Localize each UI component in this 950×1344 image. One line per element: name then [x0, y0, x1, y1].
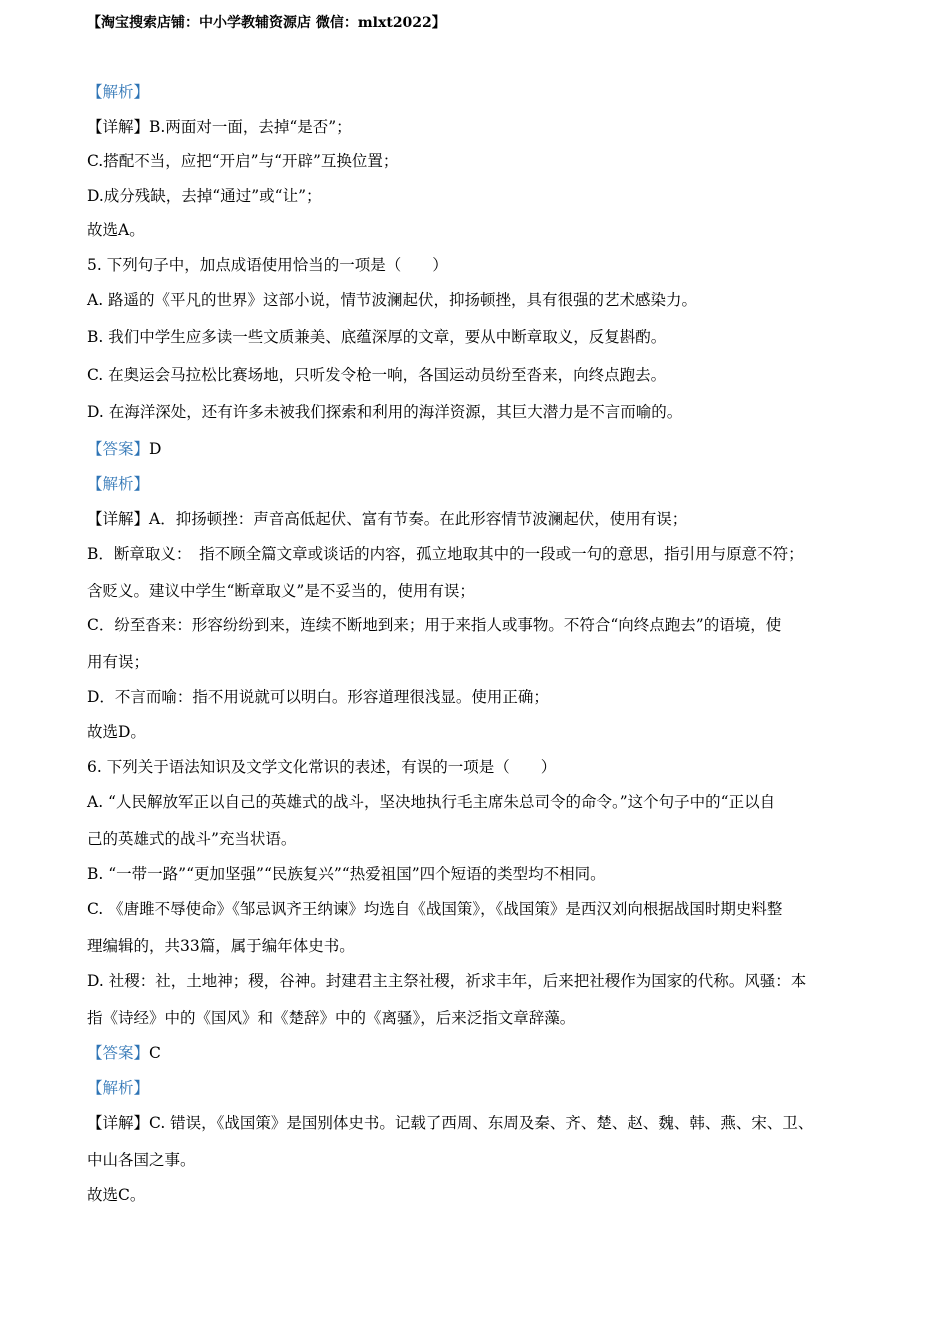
q4-detail-b — [87, 116, 352, 138]
q5-detail-a — [87, 508, 687, 530]
q5-option-a: A. 路遥的《平凡的世界》这部小说，情节波澜起伏，抑扬顿挫，具有很强的艺术感染力。 — [87, 291, 698, 309]
q5-detail-a-text: A．抑扬顿挫：声音高低起伏、富有节奏。在此形容情节波澜起伏，使用有误； — [149, 510, 688, 528]
q6-option-b: B. “一带一路”“更加坚强”“民族复兴”“热爱祖国”四个短语的类型均不相同。 — [87, 865, 606, 883]
q4-analysis-tag: 【解析】 — [87, 83, 150, 101]
q6-detail-c-text: C. 错误，《战国策》是国别体史书。记载了西周、东周及秦、齐、楚、赵、魏、韩、燕、宋、卫、 — [149, 1114, 814, 1132]
q4-conclusion: 故选A。 — [87, 221, 145, 239]
q5-detail-c-line1: C．纷至沓来：形容纷纷到来，连续不断地到来；用于来指人或事物。不符合“向终点跑去”的语境，使 — [87, 616, 782, 634]
q4-detail-d: D.成分残缺，去掉“通过”或“让”； — [87, 187, 322, 205]
q6-option-c-line1: C. 《唐雎不辱使命》《邹忌讽齐王纳谏》均选自《战国策》，《战国策》是西汉刘向根据战国时期史料整 — [87, 900, 783, 918]
q6-option-d-line2: 指《诗经》中的《国风》和《楚辞》中的《离骚》，后来泛指文章辞藻。 — [87, 1009, 576, 1027]
q5-answer — [87, 438, 161, 460]
q6-option-a-line1: A. “人民解放军正以自己的英雄式的战斗，坚决地执行毛主席朱总司令的命令。”这个句子中的“正以自 — [87, 793, 776, 811]
q6-detail-c-line1 — [87, 1112, 813, 1134]
q5-detail-d: D．不言而喻：指不用说就可以明白。形容道理很浅显。使用正确； — [87, 688, 549, 706]
q6-detail-c-line2: 中山各国之事。 — [87, 1151, 196, 1169]
q6-option-a-line2: 己的英雄式的战斗”充当状语。 — [87, 830, 297, 848]
q6-analysis-tag: 【解析】 — [87, 1079, 150, 1097]
q6-conclusion: 故选C。 — [87, 1186, 146, 1204]
q6-option-d-line1: D. 社稷：社，土地神；稷，谷神。封建君主主祭社稷，祈求丰年，后来把社稷作为国家的代称。风骚：本 — [87, 972, 807, 990]
q5-option-b: B. 我们中学生应多读一些文质兼美、底蕴深厚的文章，要从中断章取义，反复斟酌。 — [87, 328, 667, 346]
q5-answer-tag: 【答案】 — [87, 440, 150, 458]
q4-detail-c: C.搭配不当，应把“开启”与“开辟”互换位置； — [87, 152, 399, 170]
q5-conclusion: 故选D。 — [87, 723, 146, 741]
q4-detail-b-text: B.两面对一面，去掉“是否”； — [149, 118, 352, 136]
q5-detail-c-line2: 用有误； — [87, 653, 150, 671]
q5-option-c: C. 在奥运会马拉松比赛场地，只听发令枪一响，各国运动员纷至沓来，向终点跑去。 — [87, 366, 667, 384]
q6-answer-value: C — [149, 1044, 161, 1062]
q6-detail-tag: 【详解】 — [87, 1114, 150, 1132]
q5-detail-b-line1: B．断章取义： 指不顾全篇文章或谈话的内容，孤立地取其中的一段或一句的意思，指引用与原意不符； — [87, 545, 804, 563]
q6-option-c-line2: 理编辑的，共33篇，属于编年体史书。 — [87, 937, 355, 955]
q5-detail-tag: 【详解】 — [87, 510, 150, 528]
header-watermark: 【淘宝搜索店铺：中小学教辅资源店 微信：mlxt2022】 — [87, 15, 446, 31]
q4-detail-tag: 【详解】 — [87, 118, 150, 136]
q5-option-d: D. 在海洋深处，还有许多未被我们探索和利用的海洋资源，其巨大潜力是不言而喻的。 — [87, 403, 683, 421]
q5-answer-value: D — [149, 440, 162, 458]
q6-answer-tag: 【答案】 — [87, 1044, 150, 1062]
q5-detail-b-line2: 含贬义。建议中学生“断章取义”是不妥当的，使用有误； — [87, 582, 475, 600]
q5-analysis-tag: 【解析】 — [87, 475, 150, 493]
q6-answer — [87, 1042, 161, 1064]
q6-stem: 6. 下列关于语法知识及文学文化常识的表述，有误的一项是（ ） — [87, 758, 557, 776]
q5-stem: 5. 下列句子中，加点成语使用恰当的一项是（ ） — [87, 256, 448, 274]
